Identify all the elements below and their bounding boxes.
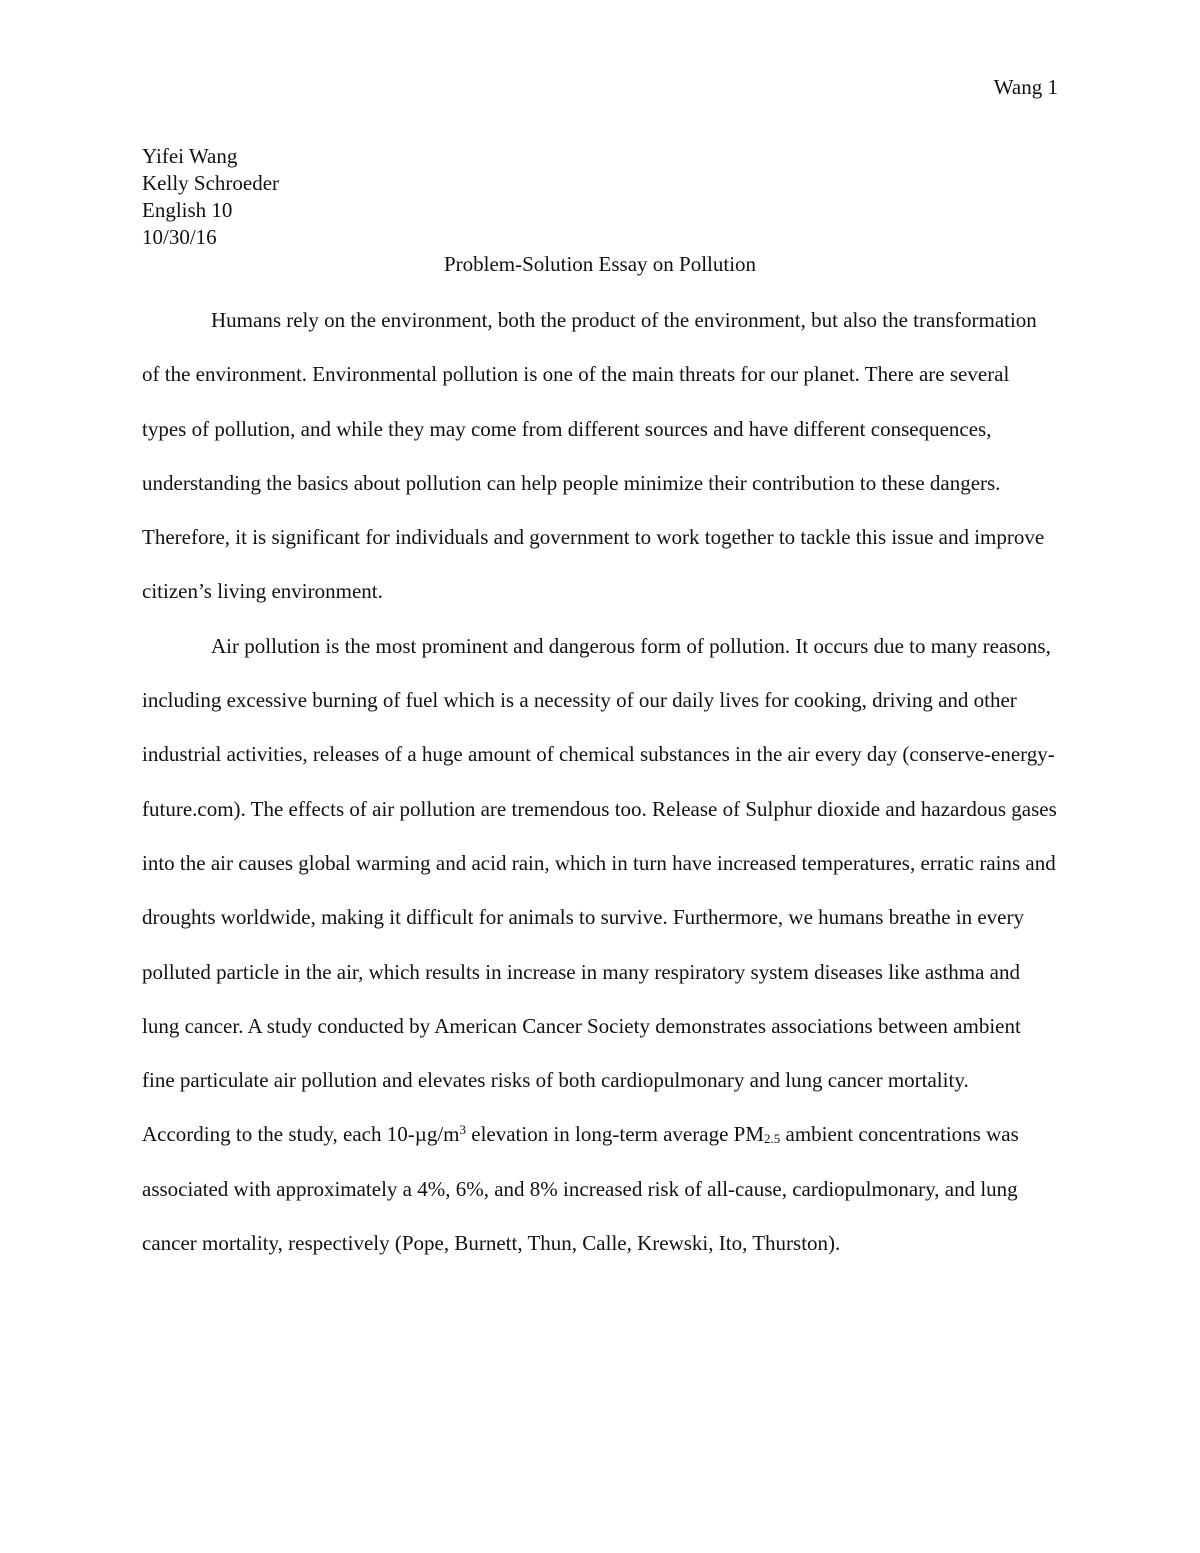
course-name: English 10 [142,198,233,222]
paragraph-air-pollution [142,619,1058,1271]
essay-title: Problem-Solution Essay on Pollution [443,252,757,276]
running-head: Wang 1 [993,75,1058,99]
mla-heading [142,143,279,251]
instructor-name: Kelly Schroeder [142,171,280,195]
paragraph-air-pollution-text-2: elevation in long-term average PM [466,1122,764,1147]
essay-date: 10/30/16 [142,225,217,249]
paragraph-air-pollution-text-1: Air pollution is the most prominent and dangerous form of pollution. It occurs due to many reasons, including excessive burning of fuel which is a necessity of our daily lives for cooking, driving and other industrial activities, releases of a huge amount of chemical substances in the air every day (conserve-energy-future.com). The effects of air pollution are tremendous too. Release of Sulphur dioxide and hazardous gases into the air causes global warming and acid rain, which in turn have increased temperatures, erratic rains and droughts worldwide, making it difficult for animals to survive. Furthermore, we humans breathe in every polluted particle in the air, which results in increase in many respiratory system diseases like asthma and lung cancer. A study conducted by American Cancer Society demonstrates associations between ambient fine particulate air pollution and elevates risks of both cardiopulmonary and lung cancer mortality. According to the study, each 10-µg/m [142,633,1057,1147]
paragraph-intro: Humans rely on the environment, both the product of the environment, but also the transformation of the environment. Environmental pollution is one of the main threats for our planet. There are several types of pollution, and while they may come from different sources and have different consequences, understanding the basics about pollution can help people minimize their contribution to these dangers. Therefore, it is significant for individuals and government to work together to tackle this issue and improve citizen’s living environment. [142,308,1045,604]
subscript-pm25: 2.5 [764,1131,781,1147]
paragraph-air-pollution-text-3: ambient concentrations was associated with approximately a 4%, 6%, and 8% increased risk of all-cause, cardiopulmonary, and lung cancer mortality, respectively (Pope, Burnett, Thun, Calle, Krewski, Ito, Thurston). [142,1122,1019,1256]
essay-body [142,293,1058,1270]
superscript-cubed: 3 [459,1122,466,1138]
student-name: Yifei Wang [142,144,238,168]
